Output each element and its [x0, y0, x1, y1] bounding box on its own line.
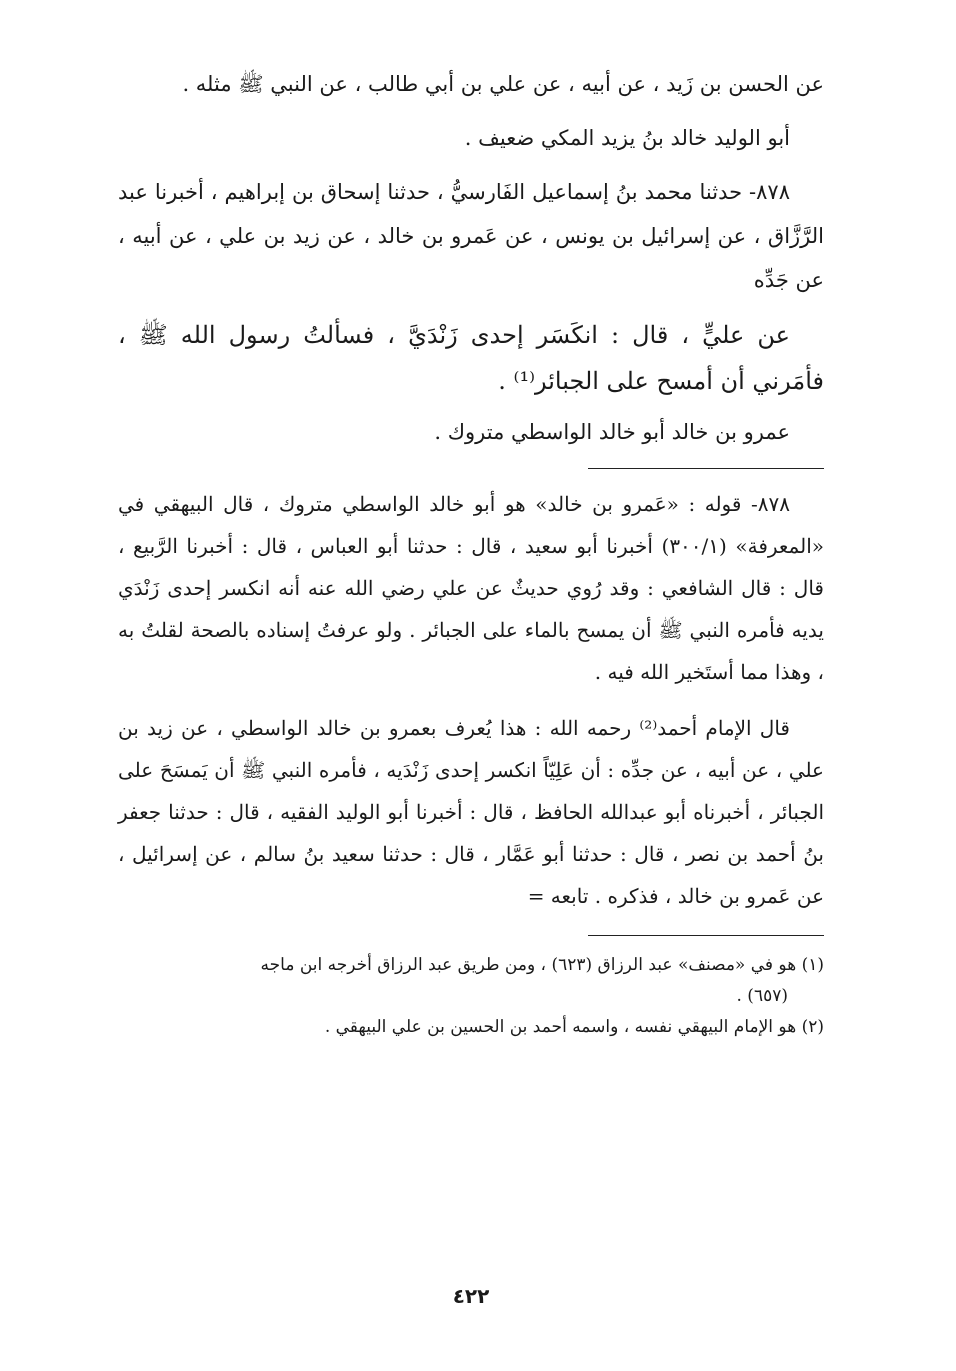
- commentary-separator: [588, 468, 824, 469]
- commentary-paragraph-1: ٨٧٨- قوله : «عَمرو بن خالد» هو أبو خالد الواسطي متروك ، قال البيهقي في «المعرفة» (٣٠٠/١) أخبرنا أبو سعيد ، قال : حدثنا أبو العباس ، قال : أخبرنا الرَّبيع ، قال : قال الشافعي : وقد رُوي حديثٌ عن علي رضي الله عنه أنه انكسر إحدى زَنْدَي يديه فأمره النبي ﷺ أن يمسح بالماء على الجبائر . ولو عرفتُ إسناده بالصحة لقلتُ به ، وهذا مما أستَخير الله فيه .: [118, 492, 825, 684]
- footnotes: [118, 950, 824, 1043]
- hadith-isnad: ٨٧٨- حدثنا محمد بنُ إسماعيل الفَارسيُّ ، حدثنا إسحاق بن إبراهيم ، أخبرنا عبد الرَّزَّاق ، عن إسرائيل بن يونس ، عن عَمرو بن خالد ، عن زيد بن علي ، عن أبيه ، عن جَدِّه: [118, 180, 824, 292]
- footnote-2: (٢) هو الإمام البيهقي نفسه ، واسمه أحمد بن الحسين بن علي البيهقي .: [324, 1017, 824, 1037]
- main-paragraph-1: عن الحسن بن زَيد ، عن أبيه ، عن علي بن أبي طالب ، عن النبي ﷺ مثله .: [182, 72, 824, 96]
- footnote-separator: [588, 935, 824, 936]
- footnote-1-line-2: (٦٥٧) .: [736, 986, 788, 1006]
- page-number: ٤٢٢: [452, 1284, 490, 1308]
- footnote-1-line-1: (١) هو في «مصنف» عبد الرزاق (٦٢٣) ، ومن طريق عبد الرزاق أخرجه ابن ماجه: [260, 955, 824, 975]
- main-paragraph-4: عمرو بن خالد أبو خالد الواسطي متروك .: [434, 420, 790, 444]
- commentary-paragraph-2: قال الإمام أحمد⁽²⁾ رحمه الله : هذا يُعرف بعمرو بن خالد الواسطي ، عن زيد بن علي ، عن أبيه ، عن جدِّه : أن عَلِيّاً انكسر إحدى زَنْدَيه ، فأمره النبي ﷺ أن يَمسَحَ على الجبائر ، أخبرناه أبو عبدالله الحافظ ، قال : أخبرنا أبو الوليد الفقيه ، قال : حدثنا جعفر بنُ أحمد بن نصر ، قال : حدثنا أبو عَمَّار ، قال : حدثنا سعيد بنُ سالم ، عن إسرائيل ، عن عَمرو بن خالد ، فذكره . تابعه =: [118, 716, 824, 908]
- hadith-matn: عن عليٍّ ، قال : انكَسَر إحدى زَنْدَيَّ ، فسألتُ رسول الله ﷺ ، فأمَرني أن أمسح على الجبائر⁽¹⁾ .: [118, 321, 824, 395]
- book-page: [118, 62, 824, 1352]
- main-paragraph-2: أبو الوليد خالد بنُ يزيد المكي ضعيف .: [464, 126, 790, 150]
